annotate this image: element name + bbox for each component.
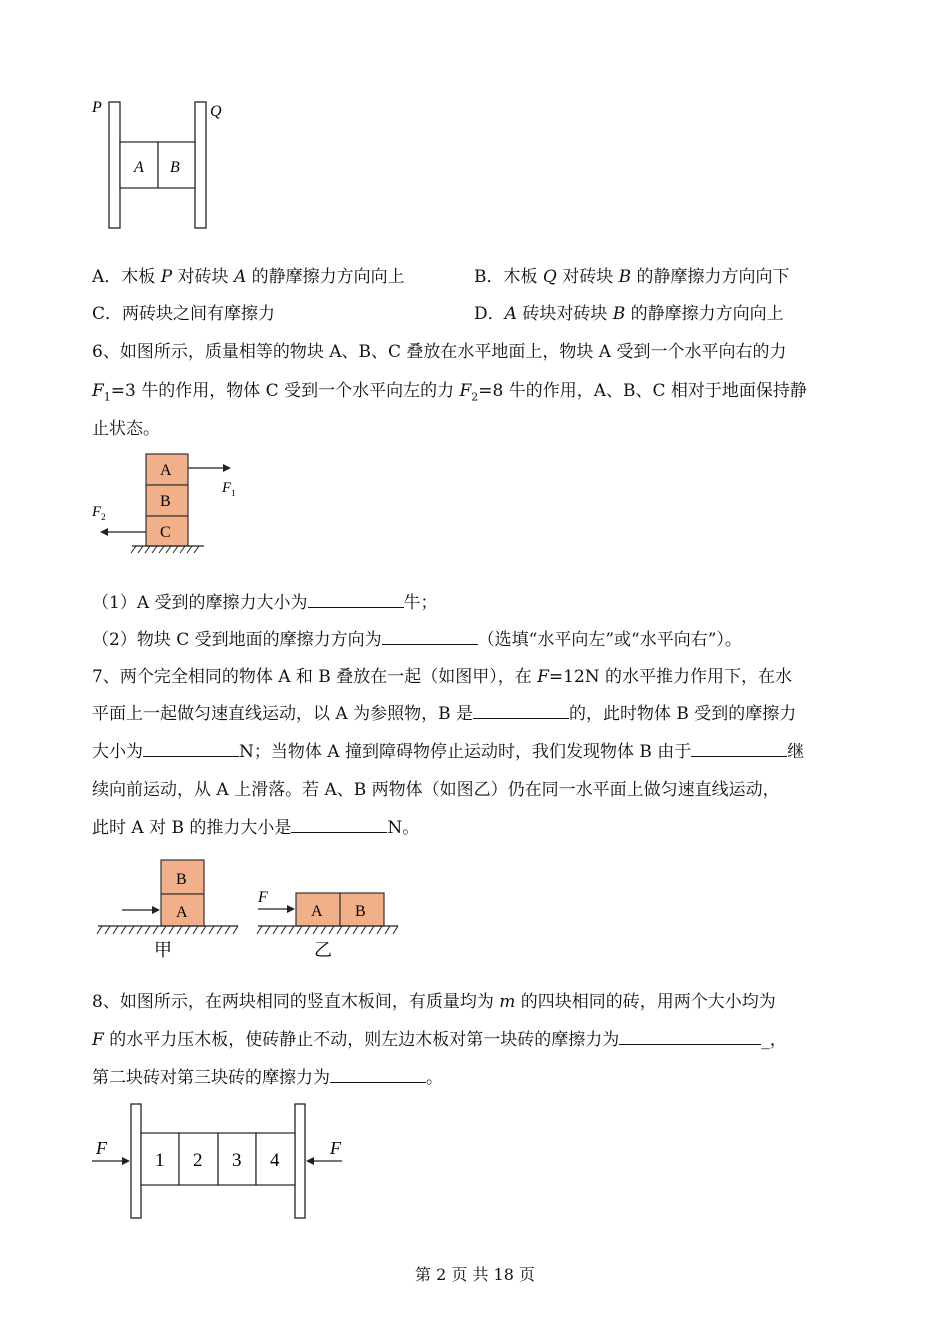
f-left-label: F xyxy=(96,1138,107,1158)
q6-line2: $F_1=3$ 牛的作用，物体 C 受到一个水平向左的力 $F_2=8$ 牛的作用，A、B、C 相对于地面保持静 xyxy=(92,381,807,404)
brick-1-label: 1 xyxy=(155,1150,165,1171)
answer-blank-7-2[interactable] xyxy=(143,740,239,757)
option-a[interactable]: A．木板 P 对砖块 A 的静摩擦力方向向上 xyxy=(92,267,405,287)
figure-abc-stack xyxy=(88,448,238,556)
f2-label: $F_2$ xyxy=(92,504,106,522)
brick-2-label: 2 xyxy=(193,1150,203,1171)
label-a: A xyxy=(134,159,144,176)
answer-blank-8-2[interactable] xyxy=(330,1066,426,1083)
f2-arrowhead xyxy=(100,528,108,536)
option-b[interactable]: B．木板 Q 对砖块 B 的静摩擦力方向向下 xyxy=(474,267,790,287)
answer-blank-7-4[interactable] xyxy=(291,816,387,833)
answer-blank-7-1[interactable] xyxy=(473,702,569,719)
figure-jia-yi xyxy=(92,852,402,964)
option-c[interactable]: C．两砖块之间有摩擦力 xyxy=(92,304,276,324)
brick-3-label: 3 xyxy=(232,1150,242,1171)
answer-blank-6-2[interactable] xyxy=(382,628,478,645)
yi-ground-hatch xyxy=(257,926,398,934)
yi-f-label: F xyxy=(258,889,268,906)
q6-line1: 6、如图所示，质量相等的物块 A、B、C 叠放在水平地面上，物块 A 受到一个水平向右的力 xyxy=(92,342,787,362)
answer-blank-7-3[interactable] xyxy=(691,740,787,757)
jia-ground-hatch xyxy=(97,926,238,934)
option-d[interactable]: D．A 砖块对砖块 B 的静摩擦力方向向上 xyxy=(474,304,784,324)
board-p xyxy=(109,102,120,228)
board-q xyxy=(195,102,206,228)
figure-pq-boards xyxy=(88,92,238,232)
answer-blank-8-1[interactable] xyxy=(619,1028,761,1045)
q8-line2: F 的水平力压木板，使砖静止不动，则左边木板对第一块砖的摩擦力为 _， xyxy=(92,1030,787,1050)
q6-line3: 止状态。 xyxy=(92,419,160,439)
jia-a-label: A xyxy=(176,904,188,921)
jia-push-arrowhead xyxy=(152,906,160,914)
q7-line1: 7、两个完全相同的物体 A 和 B 叠放在一起（如图甲），在 F=12N 的水平推力作用下，在水 xyxy=(92,667,793,687)
q6-sub1: （1）A 受到的摩擦力大小为 牛； xyxy=(92,593,438,613)
yi-label: 乙 xyxy=(314,940,332,961)
label-b: B xyxy=(170,159,180,176)
q8-line3: 第二块砖对第三块砖的摩擦力为 。 xyxy=(92,1068,443,1088)
page-footer: 第 2 页 共 18 页 xyxy=(415,1265,535,1284)
f1-label: $F_1$ xyxy=(222,480,236,498)
block-c-label: C xyxy=(160,524,171,541)
f-right-arrowhead xyxy=(306,1157,314,1165)
yi-push-arrowhead xyxy=(287,905,295,913)
q8-line1: 8、如图所示，在两块相同的竖直木板间，有质量均为 m 的四块相同的砖，用两个大小均为 xyxy=(92,992,776,1012)
jia-b-label: B xyxy=(176,871,187,888)
block-b-label: B xyxy=(160,493,171,510)
q7-line2: 平面上一起做匀速直线运动，以 A 为参照物，B 是 的，此时物体 B 受到的摩擦力 xyxy=(92,704,797,724)
figure-four-bricks xyxy=(90,1098,360,1228)
q7-line3: 大小为 N；当物体 A 撞到障碍物停止运动时，我们发现物体 B 由于 继 xyxy=(92,742,805,762)
yi-a-label: A xyxy=(311,903,323,920)
yi-b-label: B xyxy=(355,903,366,920)
label-p: P xyxy=(92,99,102,116)
f1-arrowhead xyxy=(223,464,231,472)
board-left xyxy=(131,1104,141,1218)
q7-line5: 此时 A 对 B 的推力大小是 N。 xyxy=(92,818,420,838)
f-left-arrowhead xyxy=(122,1157,130,1165)
ground-hatch xyxy=(131,546,199,553)
board-right xyxy=(295,1104,305,1218)
label-q: Q xyxy=(210,103,222,120)
brick-4-label: 4 xyxy=(270,1150,280,1171)
answer-blank-6-1[interactable] xyxy=(308,591,404,608)
jia-label: 甲 xyxy=(154,940,172,961)
f-right-label: F xyxy=(330,1138,341,1158)
q7-line4: 续向前运动，从 A 上滑落。若 A、B 两物体（如图乙）仍在同一水平面上做匀速直线运动， xyxy=(92,780,780,800)
q6-sub2: （2）物块 C 受到地面的摩擦力方向为 （选填“水平向左”或“水平向右”）。 xyxy=(92,630,742,650)
block-a-label: A xyxy=(160,462,172,479)
